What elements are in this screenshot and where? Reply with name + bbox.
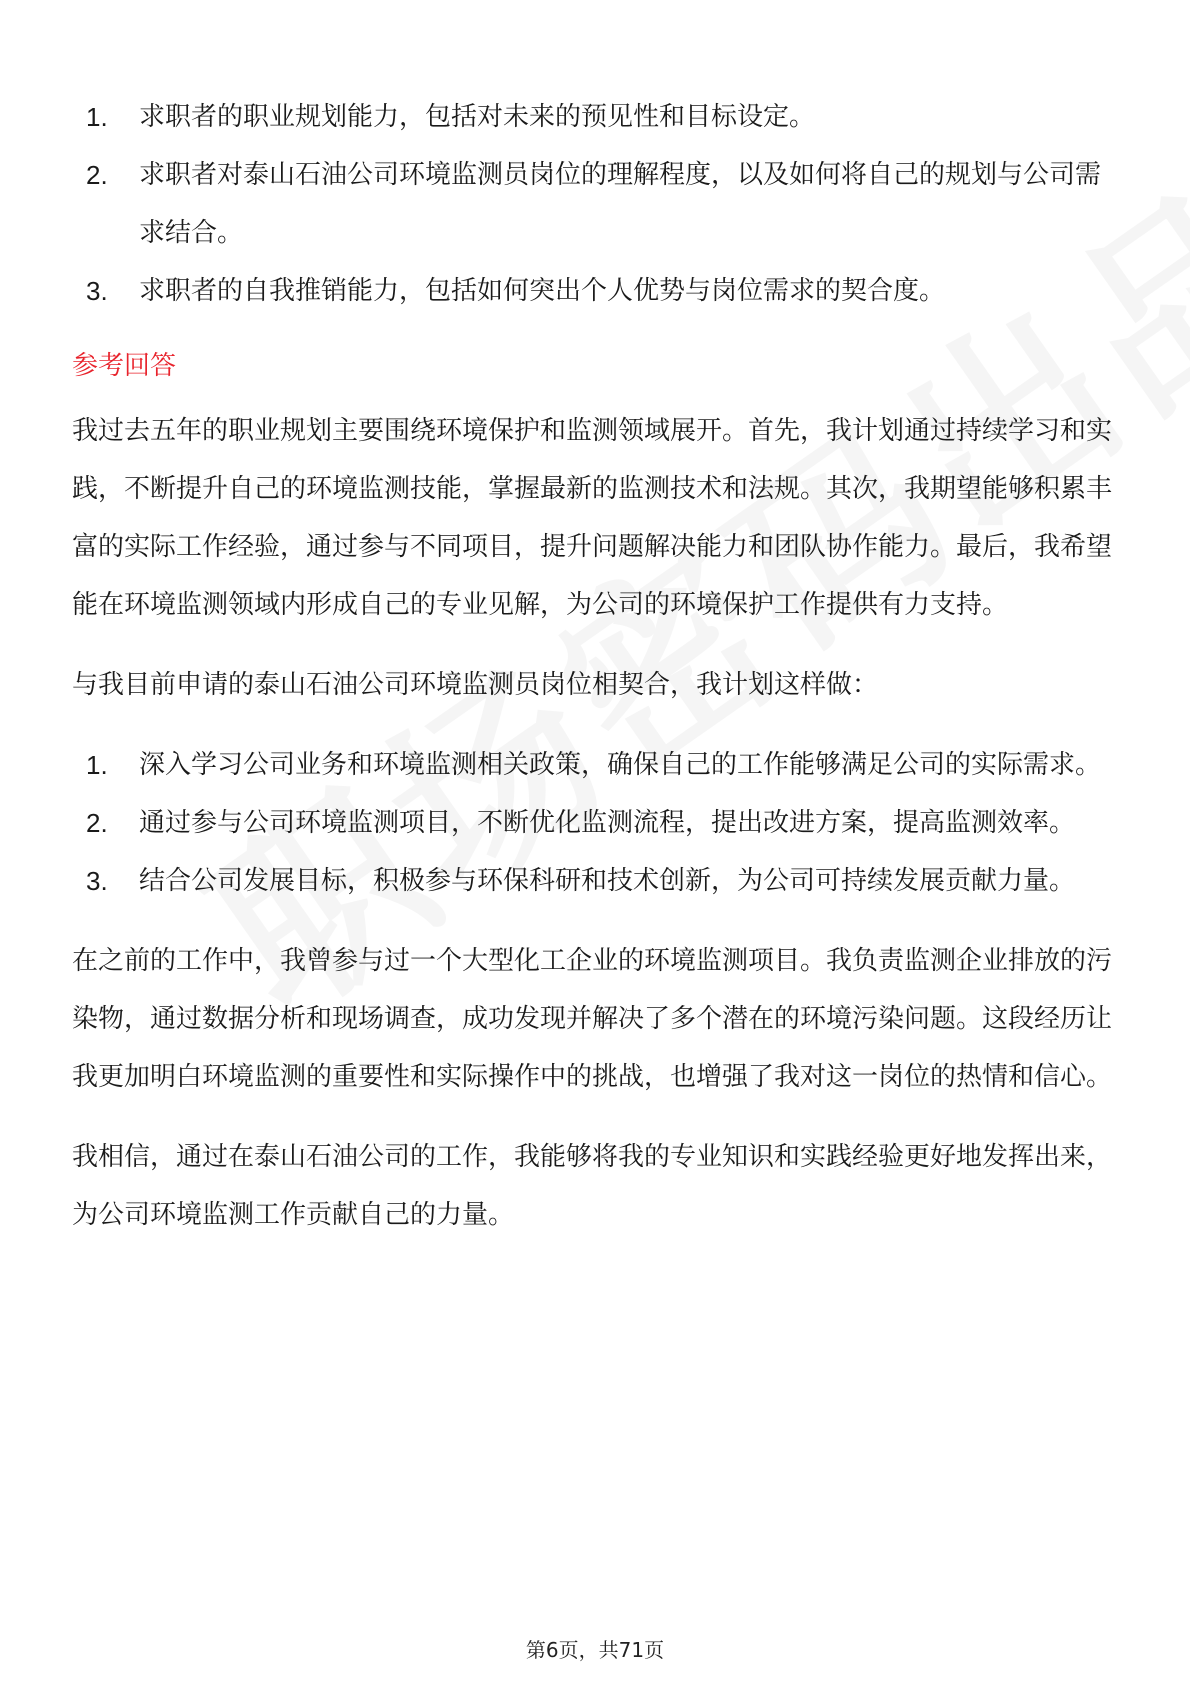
paragraph-1: 我过去五年的职业规划主要围绕环境保护和监测领域展开。首先，我计划通过持续学习和实践，不断提升自己的环境监测技能，掌握最新的监测技术和法规。其次，我期望能够积累丰富的实际工作经验，通过参与不同项目，提升问题解决能力和团队协作能力。最后，我希望能在环境监测领域内形成自己的专业见解，为公司的环境保护工作提供有力支持。 [72, 416, 1113, 620]
list-number: 1. [86, 750, 108, 780]
section-heading: 参考回答 [72, 351, 177, 381]
list-text: 通过参与公司环境监测项目，不断优化监测流程，提出改进方案，提高监测效率。 [139, 808, 1076, 838]
list-text: 求职者对泰山石油公司环境监测员岗位的理解程度，以及如何将自己的规划与公司需求结合。 [139, 160, 1102, 248]
list-text: 深入学习公司业务和环境监测相关政策，确保自己的工作能够满足公司的实际需求。 [139, 750, 1102, 780]
document-page [72, 88, 1118, 1266]
list-item [72, 736, 1118, 794]
paragraph-3: 在之前的工作中，我曾参与过一个大型化工企业的环境监测项目。我负责监测企业排放的污染物，通过数据分析和现场调查，成功发现并解决了多个潜在的环境污染问题。这段经历让我更加明白环境监测的重要性和实际操作中的挑战，也增强了我对这一岗位的热情和信心。 [72, 946, 1113, 1092]
list-item [72, 262, 1118, 320]
list-number: 1. [86, 102, 108, 132]
list-text: 结合公司发展目标，积极参与环保科研和技术创新，为公司可持续发展贡献力量。 [139, 866, 1076, 896]
list-item [72, 146, 1118, 262]
paragraph-4: 我相信，通过在泰山石油公司的工作，我能够将我的专业知识和实践经验更好地发挥出来，为公司环境监测工作贡献自己的力量。 [72, 1142, 1113, 1230]
paragraph-2: 与我目前申请的泰山石油公司环境监测员岗位相契合，我计划这样做： [72, 670, 879, 700]
list-number: 3. [86, 866, 108, 896]
list-item [72, 794, 1118, 852]
list-number: 2. [86, 808, 108, 838]
list-number: 2. [86, 160, 108, 190]
list-item [72, 852, 1118, 910]
list-text: 求职者的职业规划能力，包括对未来的预见性和目标设定。 [139, 102, 816, 132]
page-footer: 第6页，共71页 [525, 1638, 665, 1662]
plans-list [72, 736, 1118, 910]
list-item [72, 88, 1118, 146]
list-number: 3. [86, 276, 108, 306]
criteria-list [72, 88, 1118, 320]
list-text: 求职者的自我推销能力，包括如何突出个人优势与岗位需求的契合度。 [139, 276, 946, 306]
